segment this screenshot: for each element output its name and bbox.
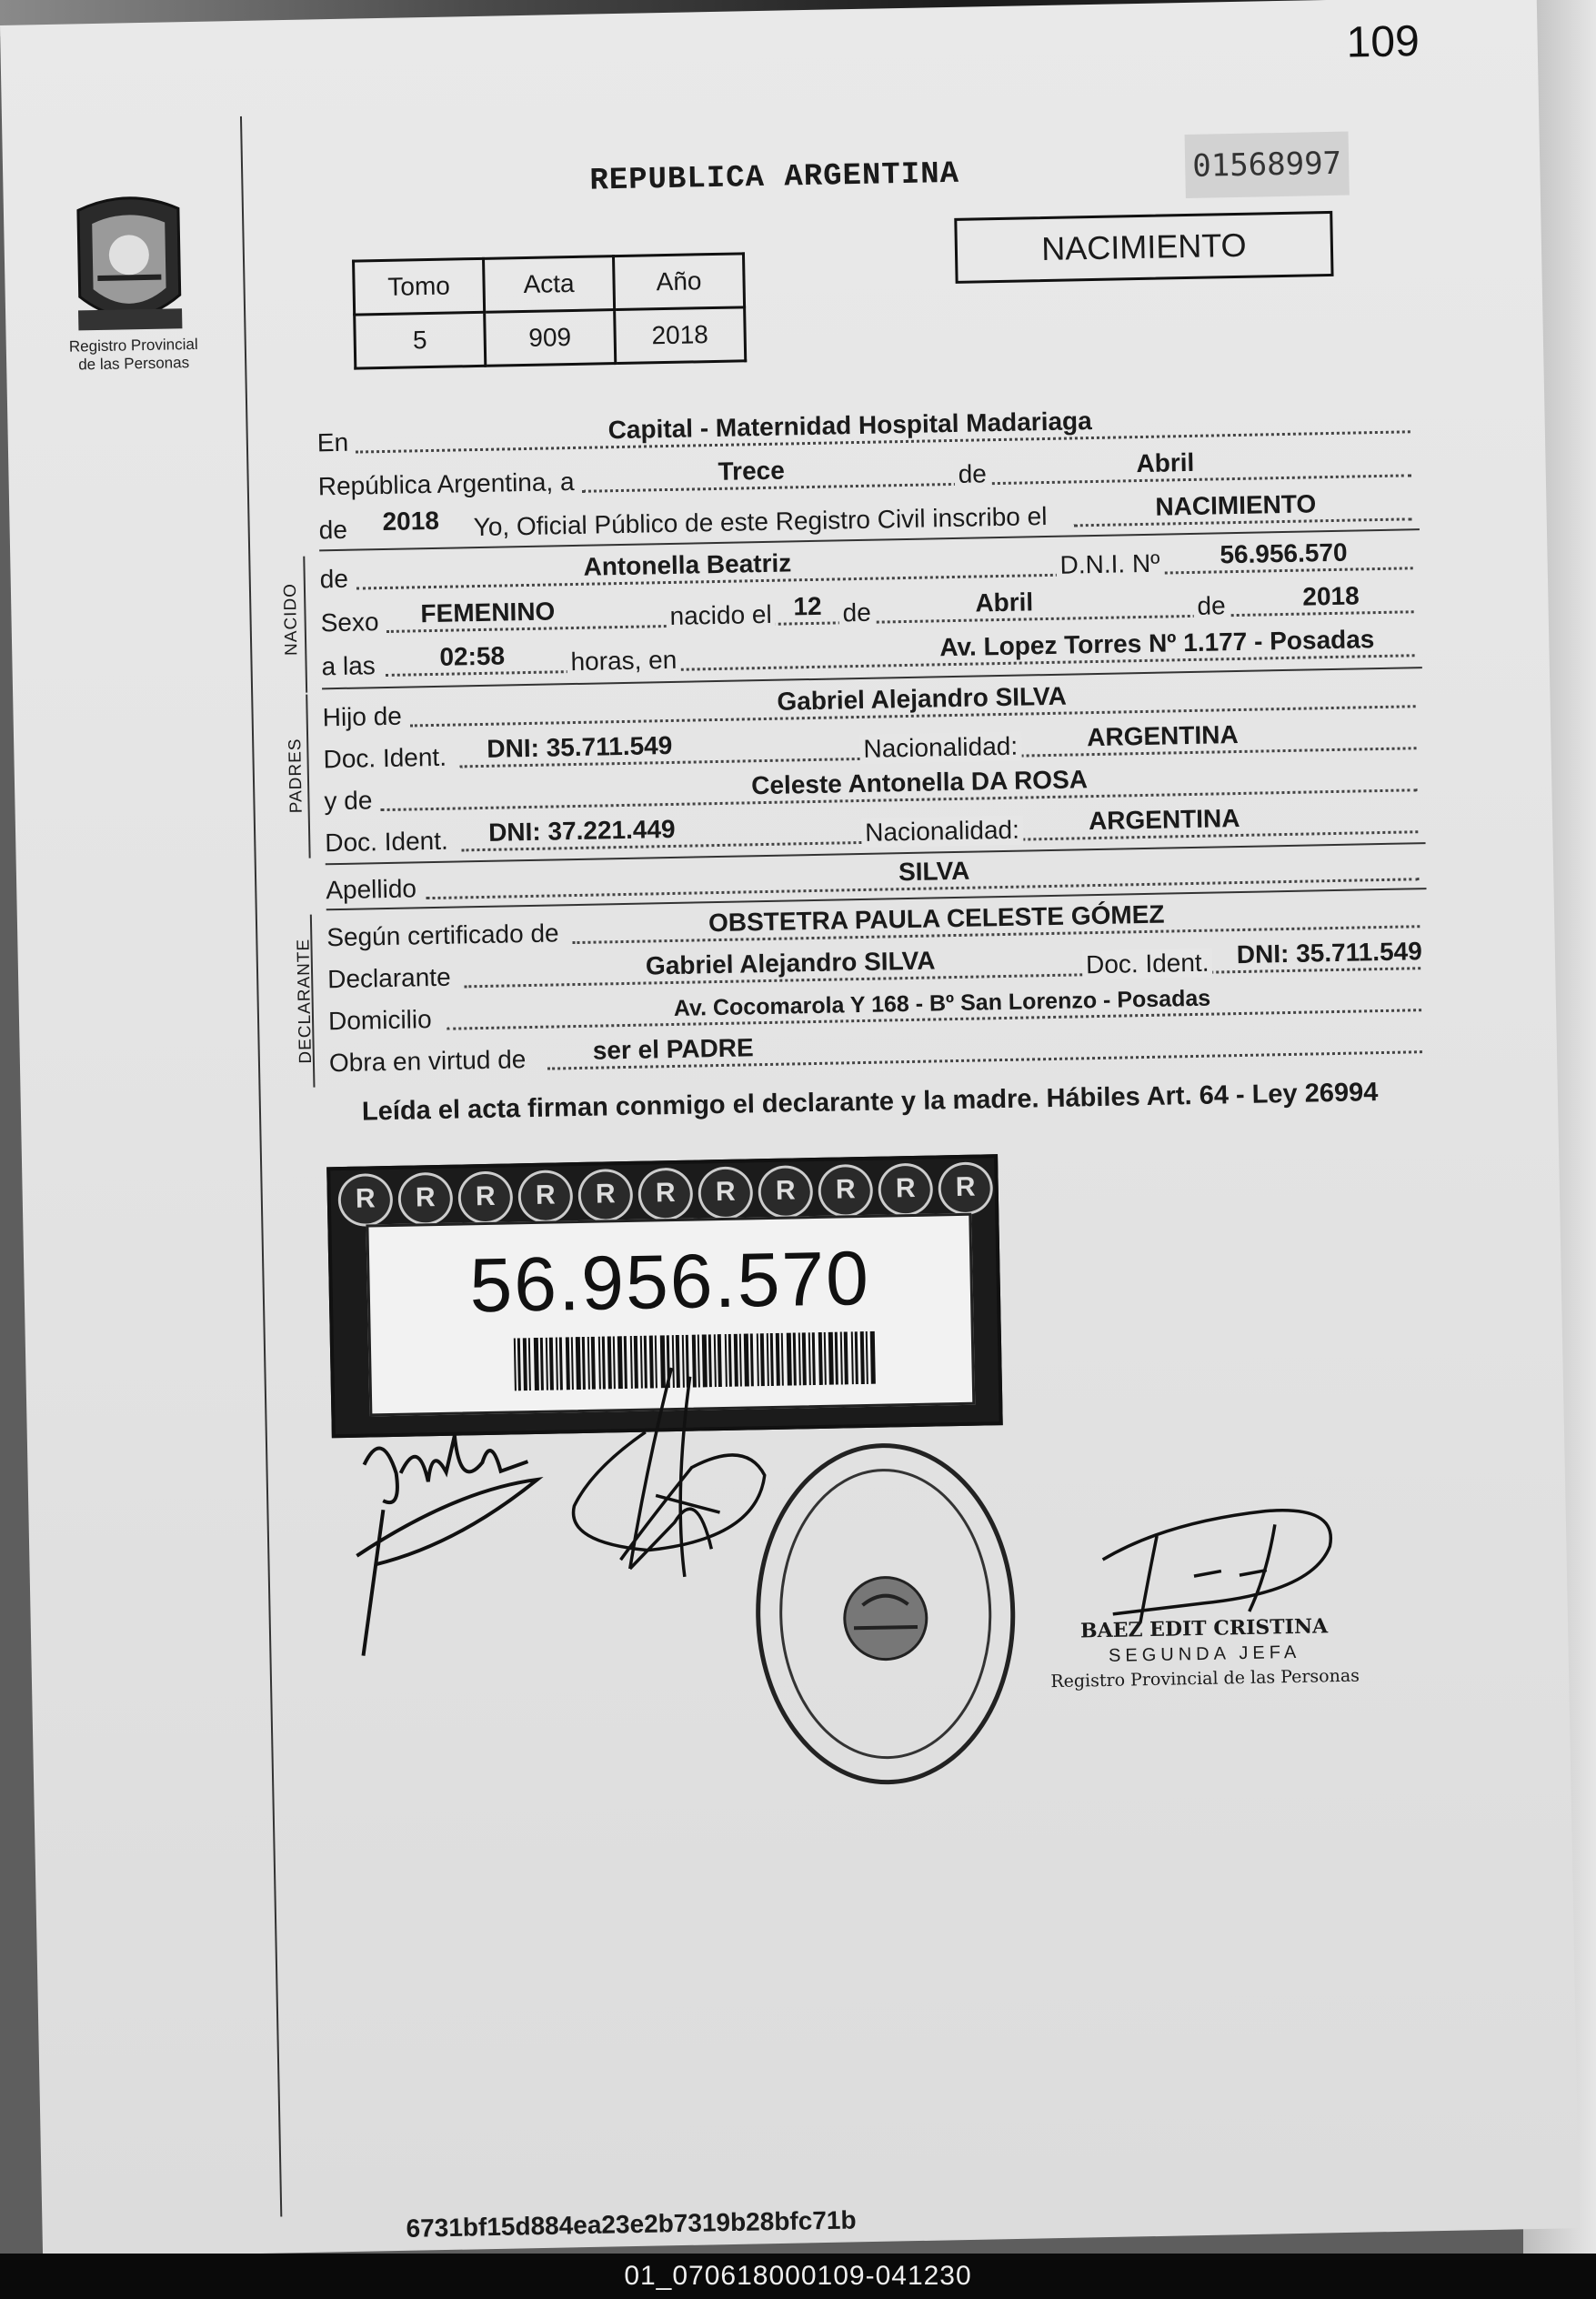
sticker-letter: R (758, 1165, 813, 1219)
closing-text: Leída el acta firman conmigo el declarante y la madre. Hábiles Art. 64 - Ley 26994 (361, 1078, 1379, 1127)
footer-id-bar (0, 2254, 1596, 2299)
birth-day: 12 (793, 591, 822, 621)
barcode-bar (818, 1332, 823, 1385)
sticker-letter: R (637, 1168, 693, 1221)
father-nationality: ARGENTINA (1086, 720, 1239, 752)
barcode-bar (835, 1332, 838, 1385)
label: Hijo de (322, 701, 403, 732)
section-label-nacido: NACIDO (280, 582, 302, 657)
barcode-bar (851, 1331, 854, 1384)
table-header-cell: Año (613, 254, 744, 310)
barcode-bar (528, 1338, 531, 1390)
barcode-bar (866, 1331, 868, 1384)
barcode-bar (840, 1331, 843, 1384)
declarant-name: Gabriel Alejandro SILVA (645, 946, 936, 980)
left-margin-rule (240, 116, 282, 2217)
barcode-bar (855, 1331, 858, 1384)
label: Apellido (326, 874, 417, 905)
label: República Argentina, a (317, 467, 575, 501)
table-header-cell: Tomo (354, 258, 485, 315)
section-label-padres: PADRES (286, 738, 306, 814)
barcode-bar (793, 1332, 797, 1385)
sticker-letter: R (698, 1166, 753, 1220)
barcode-bar (798, 1332, 801, 1385)
month-value: Abril (1136, 447, 1195, 478)
table-header-row (354, 254, 745, 315)
barcode-bar (808, 1332, 811, 1385)
label: de (838, 598, 875, 628)
signature-mother-icon (345, 1407, 558, 1665)
footer-id: 01_070618000109-041230 (624, 2261, 972, 2291)
officer-name: BAEZ EDIT CRISTINA (1079, 1614, 1329, 1643)
label: Según certificado de (326, 919, 559, 952)
birth-time: 02:58 (439, 641, 506, 671)
barcode-bar (776, 1333, 780, 1386)
place-value: Capital - Maternidad Hospital Madariaga (607, 407, 1092, 445)
barcode-bar (517, 1338, 521, 1390)
table-row (355, 307, 746, 368)
birth-place: Av. Lopez Torres Nº 1.177 - Posadas (939, 625, 1375, 662)
table-header-cell: Acta (484, 256, 615, 313)
label: D.N.I. Nº (1056, 549, 1163, 580)
sticker-letter: R (337, 1173, 393, 1227)
barcode-bar (860, 1331, 865, 1384)
label: de (954, 459, 990, 489)
sticker-letter: R (818, 1164, 873, 1218)
birth-month: Abril (975, 587, 1034, 617)
mother-name: Celeste Antonella DA ROSA (750, 765, 1089, 800)
country-title: REPUBLICA ARGENTINA (589, 156, 960, 199)
declarant-address: Av. Cocomarola Y 168 - Bº San Lorenzo - Posadas (673, 985, 1211, 1021)
sticker-letter: R (938, 1161, 993, 1215)
table-cell: 909 (485, 310, 616, 366)
label: Yo, Oficial Público de este Registro Civil inscribo el (473, 501, 1048, 542)
label: Nacionalidad: (859, 732, 1021, 764)
child-dni: 56.956.570 (1220, 537, 1348, 569)
section-bar (306, 695, 310, 858)
birth-year: 2018 (1302, 581, 1360, 611)
label: Doc. Ident. (323, 742, 447, 774)
sticker-letter: R (577, 1169, 633, 1222)
label: Doc. Ident. (325, 826, 448, 858)
barcode-bar (781, 1333, 784, 1386)
label: de (318, 515, 348, 545)
sticker-letter: R (878, 1163, 933, 1217)
table-cell: 2018 (615, 307, 746, 364)
officer-role: SEGUNDA JEFA (1108, 1641, 1301, 1666)
officer-block (1031, 1613, 1378, 1692)
province-coat-of-arms-icon (59, 186, 198, 343)
label: Nacionalidad: (861, 816, 1023, 848)
barcode-bar (523, 1338, 527, 1390)
registry-caption: Registro Provincial de las Personas (68, 335, 198, 374)
record-type-box: NACIMIENTO (954, 211, 1333, 284)
label: Sexo (320, 607, 379, 637)
year-value: 2018 (382, 506, 440, 537)
father-doc: DNI: 35.711.549 (487, 730, 673, 763)
tomo-acta-year-table (352, 252, 747, 369)
sticker-number: 56.956.570 (468, 1234, 871, 1329)
signature-officer-icon (1092, 1491, 1350, 1632)
label: Doc. Ident. (1082, 949, 1213, 980)
sex-value: FEMENINO (420, 597, 556, 628)
barcode-bar (870, 1331, 876, 1384)
declarant-doc: DNI: 35.711.549 (1236, 937, 1423, 969)
dotted-line (386, 654, 1415, 677)
barcode-bar (787, 1333, 792, 1386)
act-value: NACIMIENTO (1155, 489, 1317, 521)
certificate-value: OBSTETRA PAULA CELESTE GÓMEZ (708, 899, 1165, 938)
barcode-bar (802, 1332, 807, 1385)
section-bar (303, 557, 307, 693)
sticker-letter: R (517, 1170, 573, 1223)
capacity-value: ser el PADRE (592, 1033, 754, 1065)
serial-number: 01568997 (1185, 132, 1350, 198)
mother-nationality: ARGENTINA (1088, 803, 1240, 836)
label: Obra en virtud de (328, 1045, 527, 1078)
label: de (1193, 591, 1230, 621)
surname-value: SILVA (898, 856, 970, 887)
label: a las (321, 651, 376, 681)
officer-office: Registro Provincial de las Personas (1050, 1665, 1360, 1692)
table-cell: 5 (355, 312, 486, 368)
label: y de (324, 786, 373, 816)
label: Domicilio (327, 1005, 432, 1036)
child-name: Antonella Beatriz (583, 548, 792, 581)
barcode-bar (828, 1332, 834, 1385)
barcode-bar (514, 1338, 517, 1390)
father-name: Gabriel Alejandro SILVA (777, 681, 1068, 716)
barcode-bar (824, 1332, 827, 1385)
label: Declarante (326, 962, 451, 994)
sticker-letter: R (397, 1172, 453, 1226)
label: de (319, 564, 349, 594)
section-label-declarante: DECLARANTE (294, 938, 316, 1064)
sticker-letter: R (457, 1170, 513, 1224)
signature-declarant-icon (535, 1357, 777, 1625)
label: nacido el (666, 600, 776, 631)
barcode-bar (812, 1332, 816, 1385)
official-seal-icon (746, 1434, 1025, 1794)
label: En (316, 427, 349, 457)
document-hash: 6731bf15d884ea23e2b7319b28bfc71b (406, 2205, 857, 2243)
page-number: 109 (1346, 17, 1420, 67)
label: horas, en (567, 646, 680, 677)
mother-doc: DNI: 37.221.449 (487, 814, 676, 847)
barcode-bar (844, 1331, 848, 1384)
day-value: Trece (718, 456, 786, 486)
